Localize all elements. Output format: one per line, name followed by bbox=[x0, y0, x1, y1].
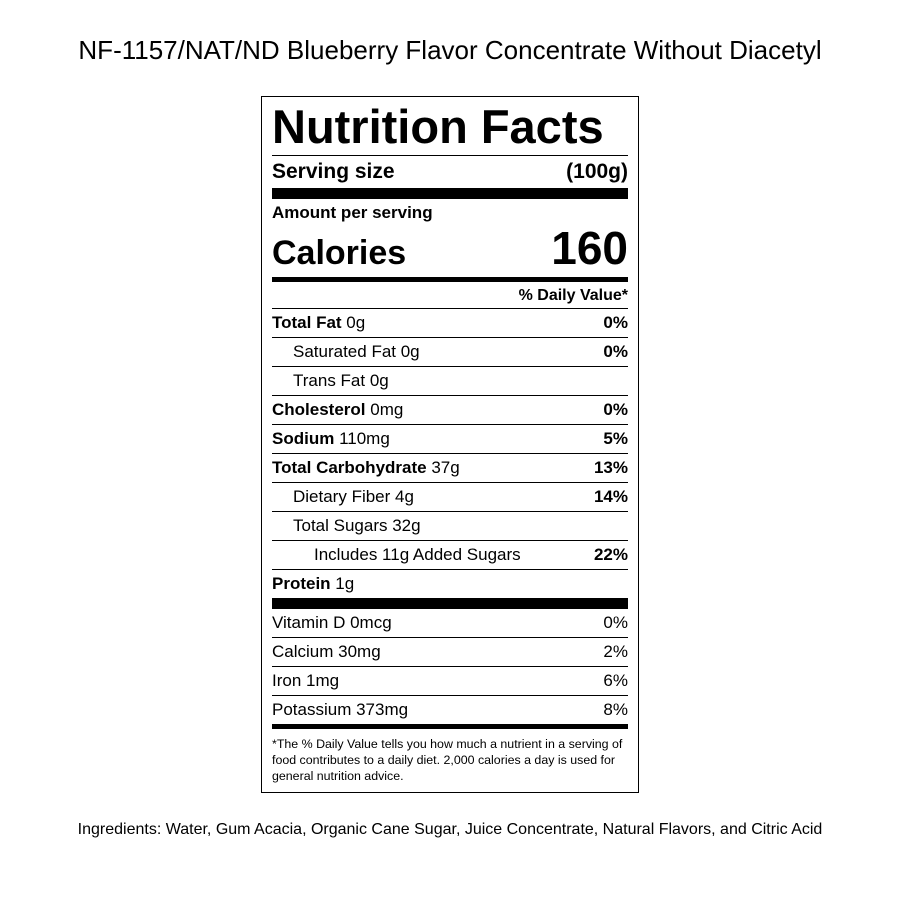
nutrient-name: Trans Fat 0g bbox=[293, 371, 389, 390]
nutrient-amount: 1g bbox=[330, 574, 355, 593]
nutrient-name: Protein bbox=[272, 574, 331, 593]
vitamin-name: Calcium 30mg bbox=[272, 642, 381, 661]
serving-size-label: Serving size bbox=[272, 160, 395, 183]
nutrient-dv: 0% bbox=[603, 342, 628, 361]
nutrient-amount: 0g bbox=[341, 313, 366, 332]
nutrient-name: Cholesterol bbox=[272, 400, 366, 419]
nutrient-row-total-fat bbox=[272, 308, 628, 337]
serving-size-value: (100g) bbox=[566, 160, 628, 183]
vitamin-name: Vitamin D 0mcg bbox=[272, 613, 392, 632]
nutrition-facts-label bbox=[261, 96, 639, 793]
nutrient-row-total-sugars bbox=[272, 511, 628, 540]
nutrient-row-saturated-fat bbox=[272, 337, 628, 366]
thick-divider bbox=[272, 188, 628, 199]
nutrient-name: Saturated Fat 0g bbox=[293, 342, 420, 361]
nutrient-amount: 110mg bbox=[334, 429, 390, 448]
nutrient-name: Total Sugars 32g bbox=[293, 516, 421, 535]
vitamin-row-calcium bbox=[272, 637, 628, 666]
nutrient-row-trans-fat bbox=[272, 366, 628, 395]
nutrient-row-cholesterol bbox=[272, 395, 628, 424]
vitamin-name: Potassium 373mg bbox=[272, 700, 409, 719]
calories-row bbox=[272, 223, 628, 273]
nutrient-amount: 0mg bbox=[365, 400, 404, 419]
vitamin-row-iron bbox=[272, 666, 628, 695]
vitamin-dv: 2% bbox=[603, 642, 628, 661]
nutrient-dv: 14% bbox=[593, 487, 628, 506]
vitamin-dv: 6% bbox=[603, 671, 628, 690]
product-title: NF-1157/NAT/ND Blueberry Flavor Concentrate Without Diacetyl bbox=[78, 35, 822, 65]
nutrient-name: Dietary Fiber 4g bbox=[293, 487, 414, 506]
calories-label: Calories bbox=[272, 234, 407, 272]
ingredients-text: Ingredients: Water, Gum Acacia, Organic Cane Sugar, Juice Concentrate, Natural Flavors, and Citric Acid bbox=[77, 821, 823, 838]
nutrient-dv: 0% bbox=[603, 313, 628, 332]
vitamin-dv: 8% bbox=[603, 700, 628, 719]
vitamin-row-vitamin-d bbox=[272, 609, 628, 637]
nutrient-row-protein bbox=[272, 569, 628, 598]
vitamin-dv: 0% bbox=[603, 613, 628, 632]
calories-value: 160 bbox=[551, 222, 628, 274]
nutrient-row-added-sugars bbox=[272, 540, 628, 569]
nutrient-name: Includes 11g Added Sugars bbox=[314, 545, 521, 564]
serving-size-row bbox=[272, 156, 628, 188]
vitamin-name: Iron 1mg bbox=[272, 671, 340, 690]
nutrient-name: Total Fat bbox=[272, 313, 342, 332]
thick-divider bbox=[272, 598, 628, 609]
nutrition-facts-title: Nutrition Facts bbox=[272, 100, 604, 153]
nutrient-row-total-carbohydrate bbox=[272, 453, 628, 482]
nutrient-row-sodium bbox=[272, 424, 628, 453]
nutrient-dv: 5% bbox=[603, 429, 628, 448]
nutrient-dv: 0% bbox=[603, 400, 628, 419]
nutrient-dv: 13% bbox=[593, 458, 628, 477]
amount-per-serving-label: Amount per serving bbox=[272, 203, 433, 222]
daily-value-footnote: *The % Daily Value tells you how much a nutrient in a serving of food contributes to a daily diet. 2,000 calories a day is used for general nutrition advice. bbox=[272, 737, 623, 783]
nutrient-amount: 37g bbox=[426, 458, 460, 477]
nutrient-name: Sodium bbox=[272, 429, 335, 448]
nutrient-name: Total Carbohydrate bbox=[272, 458, 427, 477]
nutrient-row-dietary-fiber bbox=[272, 482, 628, 511]
nutrient-dv: 22% bbox=[593, 545, 628, 564]
vitamin-row-potassium bbox=[272, 695, 628, 724]
medium-divider bbox=[272, 724, 628, 729]
daily-value-header: % Daily Value* bbox=[518, 287, 628, 304]
